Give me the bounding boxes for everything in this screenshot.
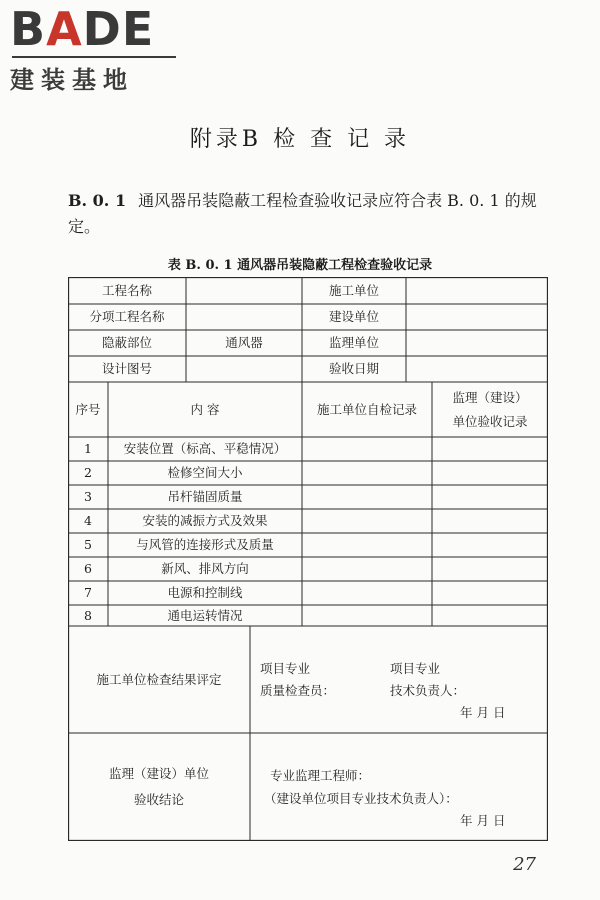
col-supervision-header-line1: 监理（建设）	[452, 389, 528, 405]
logo-subtitle: 建装基地	[10, 66, 134, 94]
col-seq-header: 序号	[75, 401, 101, 417]
builder-tech-lead-label: （建设单位项目专业技术负责人）：	[264, 791, 458, 806]
row-content: 安装的减振方式及效果	[142, 513, 268, 528]
col-content-header: 内 容	[190, 401, 220, 417]
design-drawing-value	[186, 356, 302, 382]
tech-lead-title: 项目专业	[390, 661, 441, 676]
acceptance-date-value	[406, 356, 548, 382]
row-content: 新风、排风方向	[161, 561, 249, 576]
inspection-table	[68, 277, 548, 841]
project-name-value	[186, 277, 302, 304]
bade-logo	[10, 4, 180, 92]
row-no: 2	[84, 465, 92, 480]
supervision-conclusion-label	[68, 733, 250, 841]
table-caption: 表 B. 0. 1 通风器吊装隐蔽工程检查验收记录	[167, 258, 433, 273]
row-no: 4	[84, 513, 92, 528]
col-self-check-header: 施工单位自检记录	[316, 401, 417, 417]
row-content: 吊杆锚固质量	[167, 489, 243, 504]
row-no: 7	[84, 585, 92, 600]
row-no: 3	[84, 489, 92, 504]
clause-b01	[68, 188, 558, 240]
sub-project-value	[186, 304, 302, 330]
col-supervision-header-line2: 单位验收记录	[452, 413, 528, 429]
row-no: 6	[84, 561, 92, 576]
supervision-conclusion-label-line1: 监理（建设）单位	[108, 766, 209, 781]
acceptance-date-label: 验收日期	[328, 361, 379, 376]
project-name-label: 工程名称	[101, 282, 152, 298]
clause-text: 通风器吊装隐蔽工程检查验收记录应符合表 B. 0. 1 的规定。	[68, 191, 537, 236]
sub-project-label: 分项工程名称	[89, 309, 165, 324]
col-supervision-header	[432, 382, 548, 437]
quality-inspector-label: 质量检查员：	[260, 683, 336, 698]
row-content: 电源和控制线	[167, 585, 243, 600]
construction-eval-date: 年 月 日	[460, 705, 506, 720]
appendix-title: 附录B 检 查 记 录	[189, 127, 411, 152]
builder-unit-label: 建设单位	[328, 309, 379, 324]
row-content: 通电运转情况	[167, 607, 243, 623]
logo-rule	[12, 56, 176, 58]
row-content: 与风管的连接形式及质量	[136, 537, 274, 552]
construction-eval-label: 施工单位检查结果评定	[96, 671, 222, 687]
row-content: 安装位置（标高、平稳情况）	[123, 441, 287, 456]
hidden-part-label: 隐蔽部位	[101, 335, 152, 350]
row-content: 检修空间大小	[167, 465, 243, 480]
logo-wordmark: BADE	[10, 2, 155, 56]
builder-unit-value	[406, 304, 548, 330]
row-no: 5	[84, 537, 92, 552]
construction-unit-value	[406, 277, 548, 304]
row-no: 1	[84, 441, 92, 456]
hidden-part-value: 通风器	[225, 335, 263, 350]
tech-lead-label: 技术负责人：	[390, 683, 466, 698]
supervision-conclusion-date: 年 月 日	[460, 813, 506, 828]
supervision-unit-label: 监理单位	[328, 335, 379, 350]
supervision-unit-value	[406, 330, 548, 356]
page-number: 27	[513, 854, 536, 875]
clause-number: B. 0. 1	[68, 191, 127, 210]
construction-unit-label: 施工单位	[328, 282, 379, 298]
supervision-conclusion-label-line2: 验收结论	[133, 792, 184, 807]
row-no: 8	[84, 607, 92, 623]
design-drawing-label: 设计图号	[101, 361, 152, 376]
quality-inspector-title: 项目专业	[260, 661, 311, 676]
supervision-engineer-label: 专业监理工程师：	[270, 768, 371, 783]
